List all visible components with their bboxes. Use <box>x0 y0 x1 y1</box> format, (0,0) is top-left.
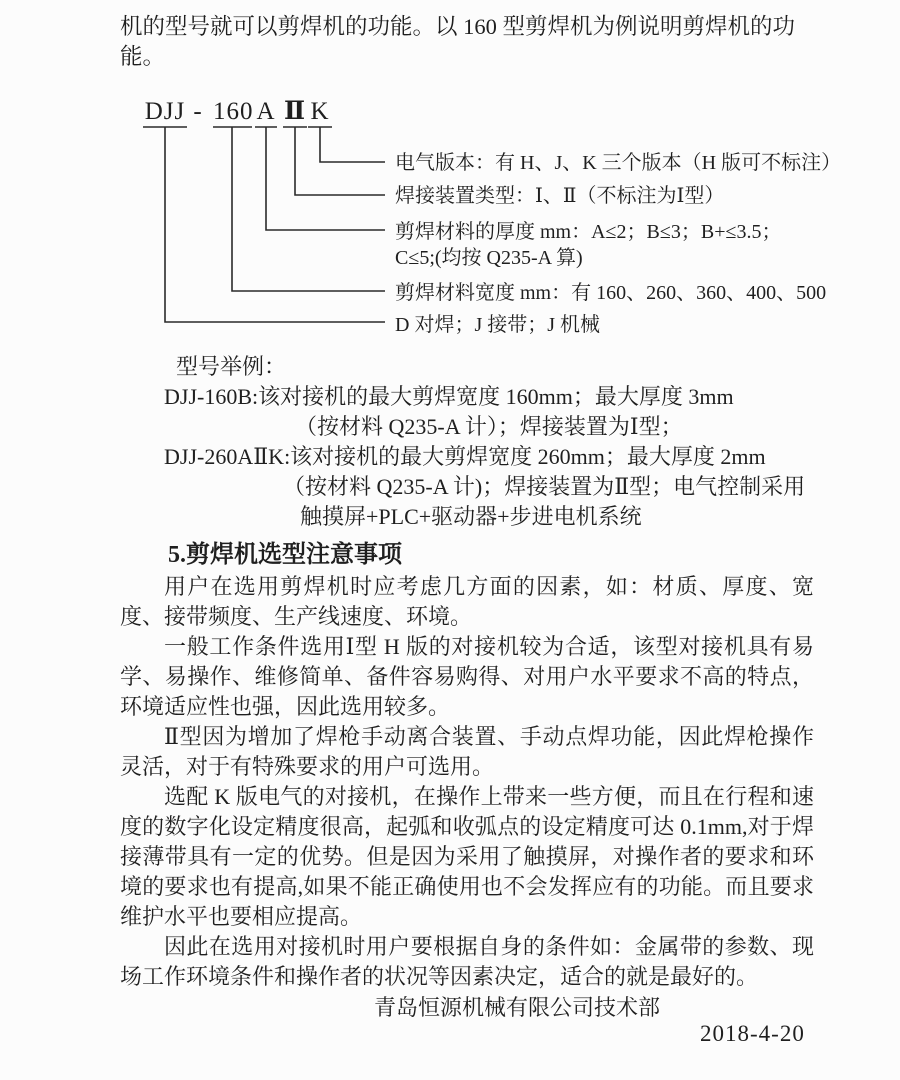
diagram-label-machine-kind: D 对焊；J 接带；J 机械 <box>395 314 601 336</box>
intro-line-1: 机的型号就可以剪焊机的功能。以 160 型剪焊机为例说明剪焊机的功 <box>120 14 796 39</box>
signature: 青岛恒源机械有限公司技术部 <box>374 995 661 1020</box>
diagram-label-thickness <box>395 219 781 271</box>
model-part-electric-version: K <box>310 98 330 125</box>
examples-heading: 型号举例： <box>176 354 287 379</box>
model-part-dash: - <box>193 98 203 125</box>
model-part-series: DJJ <box>144 98 186 125</box>
diagram-label-thickness-line-1: 剪焊材料的厚度 mm：A≤2；B≤3；B+≤3.5； <box>395 221 782 243</box>
diagram-label-device-type: 焊接装置类型：Ⅰ、Ⅱ（不标注为Ⅰ型） <box>395 185 725 207</box>
date: 2018-4-20 <box>700 1021 805 1046</box>
diagram-label-width: 剪焊材料宽度 mm：有 160、260、360、400、500 <box>395 282 827 304</box>
example-line-2: （按材料 Q235-A 计）；焊接装置为Ⅰ型； <box>295 414 683 439</box>
diagram-label-electric-version: 电气版本：有 H、J、K 三个版本（H 版可不标注） <box>395 152 842 174</box>
body-paragraph-2: 一般工作条件选用Ⅰ型 H 版的对接机较为合适，该型对接机具有易学、易操作、维修简单、备件容易购得、对用户水平要求不高的特点，环境适应性也强，因此选用较多。 <box>120 634 814 719</box>
intro-line-2: 能。 <box>120 44 166 69</box>
example-line-4: （按材料 Q235-A 计)；焊接装置为Ⅱ型；电气控制采用 <box>283 474 806 499</box>
diagram-label-thickness-line-2: C≤5;(均按 Q235-A 算) <box>395 247 583 269</box>
body-paragraph-3: Ⅱ型因为增加了焊枪手动离合装置、手动点焊功能，因此焊枪操作灵活，对于有特殊要求的用户可选用。 <box>120 724 814 779</box>
intro-paragraph <box>120 12 820 72</box>
example-line-5: 触摸屏+PLC+驱动器+步进电机系统 <box>300 504 642 529</box>
body-paragraph-1: 用户在选用剪焊机时应考虑几方面的因素，如：材质、厚度、宽度、接带频度、生产线速度、环境。 <box>120 574 814 629</box>
example-line-3: DJJ-260AⅡK:该对接机的最大剪焊宽度 260mm；最大厚度 2mm <box>164 444 766 469</box>
body-paragraph-5: 因此在选用对接机时用户要根据自身的条件如：金属带的参数、现场工作环境条件和操作者的状况等因素决定，适合的就是最好的。 <box>120 934 814 989</box>
section-heading: 5.剪焊机选型注意事项 <box>168 542 402 568</box>
model-code <box>0 96 900 126</box>
body-paragraph-4: 选配 K 版电气的对接机，在操作上带来一些方便，而且在行程和速度的数字化设定精度很高，起弧和收弧点的设定精度可达 0.1mm,对于焊接薄带具有一定的优势。但是因为采用了触摸屏，对操作者的要求和环境的要求也有提高,如果不能正确使用也不会发挥应有的功能。而且要求维护水平也要相应提高。 <box>120 784 814 929</box>
example-line-1: DJJ-160B:该对接机的最大剪焊宽度 160mm；最大厚度 3mm <box>164 384 734 409</box>
model-part-device-type: Ⅱ <box>283 98 307 125</box>
model-part-thickness: A <box>256 98 276 125</box>
model-part-width: 160 <box>213 98 254 125</box>
section-body <box>120 572 814 992</box>
